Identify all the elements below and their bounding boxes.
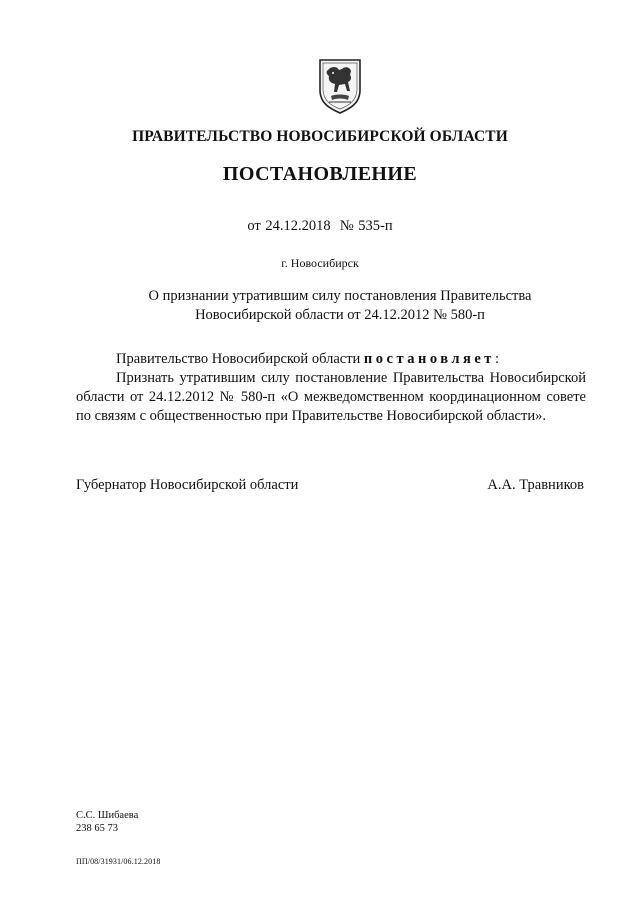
coat-of-arms-icon: [317, 58, 363, 114]
document-type: ПОСТАНОВЛЕНИЕ: [222, 163, 418, 185]
date-and-number: от 24.12.2018 № 535-п: [247, 218, 393, 234]
organization-name: ПРАВИТЕЛЬСТВО НОВОСИБИРСКОЙ ОБЛАСТИ: [132, 128, 508, 145]
executor-name: С.С. Шибаева: [76, 810, 139, 821]
executor-phone: 238 65 73: [76, 823, 118, 834]
body-paragraph-1: [76, 350, 586, 369]
body-paragraph-2: Признать утратившим силу постановление Правительства Новосибирской области от 24.12.2012 № 580-п «О межведомственном координационном совете по связям с общественностью при Правительстве Новосибирской области».: [76, 370, 586, 424]
title-line-2: Новосибирской области от 24.12.2012 № 580-п: [195, 307, 485, 323]
document-title: [120, 287, 560, 325]
document-body: [76, 350, 586, 426]
signatory-name: А.А. Травников: [487, 477, 584, 493]
document-reference: ПП/08/31931/06.12.2018: [76, 857, 161, 866]
resolves-verb: постановляет: [363, 351, 495, 367]
preamble-text: Правительство Новосибирской области: [116, 351, 364, 367]
preamble-colon: :: [494, 351, 499, 367]
signatory-position: Губернатор Новосибирской области: [76, 477, 299, 493]
city: г. Новосибирск: [281, 256, 359, 270]
title-line-1: О признании утратившим силу постановления Правительства: [148, 288, 532, 304]
executor-block: [76, 809, 138, 835]
